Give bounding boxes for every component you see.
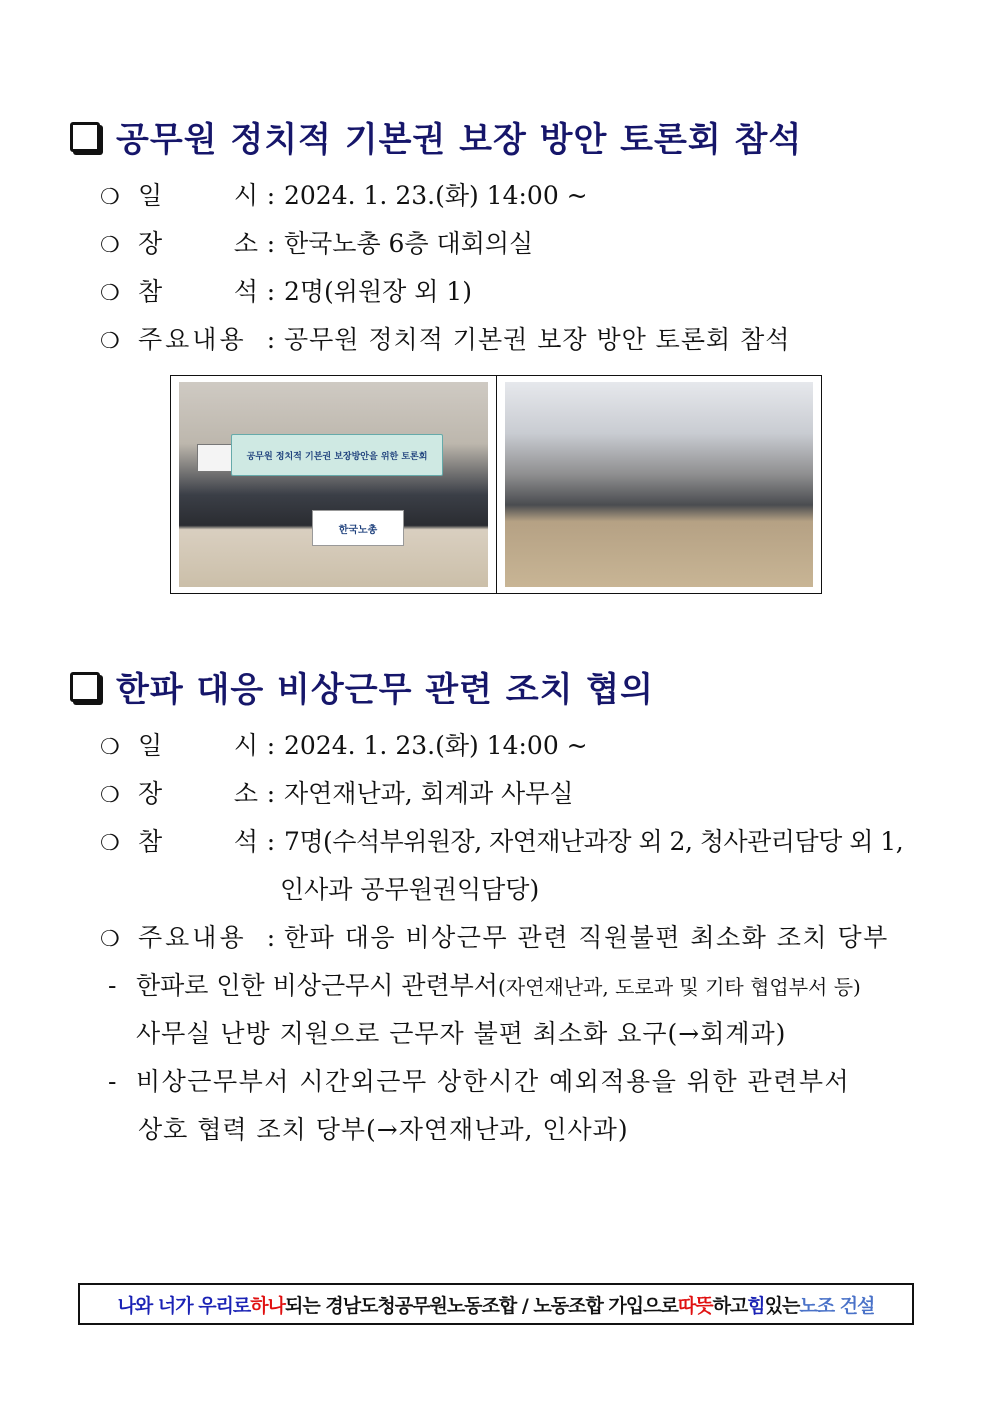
checkbox-icon — [70, 672, 100, 702]
slogan-part: 되는 경남도청공무원노동조합 / 노동조합 가입으로 — [285, 1294, 678, 1317]
bullet-icon: ❍ — [100, 233, 120, 258]
row-label: 일 시 — [138, 181, 258, 210]
slogan-part: 나와 너가 우리로 — [117, 1294, 251, 1317]
row-label: 일 시 — [138, 731, 258, 760]
colon: : — [266, 923, 276, 952]
bullet-icon: ❍ — [100, 735, 120, 760]
bullet-icon: ❍ — [100, 831, 120, 856]
s1-row-attendees — [100, 272, 472, 308]
section1-title-text: 공무원 정치적 기본권 보장 방안 토론회 참석 — [116, 120, 803, 160]
photo-cell-2 — [496, 376, 822, 593]
colon: : — [266, 181, 276, 210]
colon: : — [266, 779, 276, 808]
row-label: 참 석 — [138, 827, 258, 856]
detail-text: 한파로 인한 비상근무시 관련부서 — [136, 971, 498, 1000]
row-value: 자연재난과, 회계과 사무실 — [284, 779, 574, 808]
meeting-group-photo — [179, 382, 488, 587]
colon: : — [266, 325, 276, 354]
footer-slogan — [78, 1283, 914, 1325]
photo-table — [170, 375, 822, 594]
slogan-part: 하나 — [250, 1294, 286, 1317]
bullet-icon: ❍ — [100, 281, 120, 306]
colon: : — [266, 827, 276, 856]
detail-2-line1 — [108, 1062, 850, 1098]
row-value: 2024. 1. 23.(화) 14:00 ~ — [284, 181, 588, 210]
meeting-room-photo — [505, 382, 814, 587]
detail-text: 비상근무부서 시간외근무 상한시간 예외적용을 위한 관련부서 — [136, 1067, 851, 1096]
row-value: 7명(수석부위원장, 자연재난과장 외 2, 청사관리담당 외 1, — [284, 827, 904, 856]
detail-1-line2: 사무실 난방 지원으로 근무자 불편 최소화 요구(→회계과) — [136, 1019, 787, 1048]
bullet-icon: ❍ — [100, 185, 120, 210]
s1-row-content — [100, 320, 790, 356]
section2-title-text: 한파 대응 비상근무 관련 조치 협의 — [116, 670, 654, 710]
slogan-part: 힘 — [747, 1294, 765, 1317]
s2-row-place — [100, 774, 574, 810]
s2-row-content — [100, 918, 889, 954]
slogan-part: 노조 건설 — [799, 1294, 875, 1317]
bullet-icon: ❍ — [100, 927, 120, 952]
slogan-part: 있는 — [764, 1294, 800, 1317]
row-value: 공무원 정치적 기본권 보장 방안 토론회 참석 — [284, 325, 791, 354]
row-label: 참 석 — [138, 277, 258, 306]
slogan-part: 하고 — [712, 1294, 748, 1317]
row-label: 장 소 — [138, 779, 258, 808]
checkbox-icon — [70, 122, 100, 152]
event-banner: 공무원 정치적 기본권 보장방안을 위한 토론회 — [231, 434, 443, 476]
s1-row-date — [100, 176, 588, 212]
detail-1-line1 — [108, 966, 861, 1002]
detail-2-line2: 상호 협력 조치 당부(→자연재난과, 인사과) — [138, 1115, 629, 1144]
s2-row-date — [100, 726, 588, 762]
dash-marker: - — [108, 971, 117, 1000]
row-label: 장 소 — [138, 229, 258, 258]
podium-sign: 한국노총 — [312, 510, 404, 546]
s1-row-place — [100, 224, 533, 260]
section1-title — [70, 112, 802, 161]
row-label: 주요내용 — [138, 923, 247, 952]
photo-cell-1 — [171, 376, 496, 593]
dash-marker: - — [108, 1067, 117, 1096]
bullet-icon: ❍ — [100, 783, 120, 808]
row-value: 한파 대응 비상근무 관련 직원불편 최소화 조치 당부 — [284, 923, 889, 952]
row-label: 주요내용 — [138, 325, 247, 354]
bullet-icon: ❍ — [100, 329, 120, 354]
row-value: 한국노총 6층 대회의실 — [284, 229, 534, 258]
colon: : — [266, 229, 276, 258]
s2-attendees-continued: 인사과 공무원권익담당) — [280, 875, 540, 904]
s2-row-attendees — [100, 822, 903, 858]
section2-title — [70, 662, 654, 711]
colon: : — [266, 277, 276, 306]
wall-screen — [197, 444, 233, 472]
colon: : — [266, 731, 276, 760]
slogan-part: 따뜻 — [677, 1294, 713, 1317]
detail-text-small: (자연재난과, 도로과 및 기타 협업부서 등) — [497, 975, 861, 999]
row-value: 2024. 1. 23.(화) 14:00 ~ — [284, 731, 588, 760]
row-value: 2명(위원장 외 1) — [284, 277, 472, 306]
